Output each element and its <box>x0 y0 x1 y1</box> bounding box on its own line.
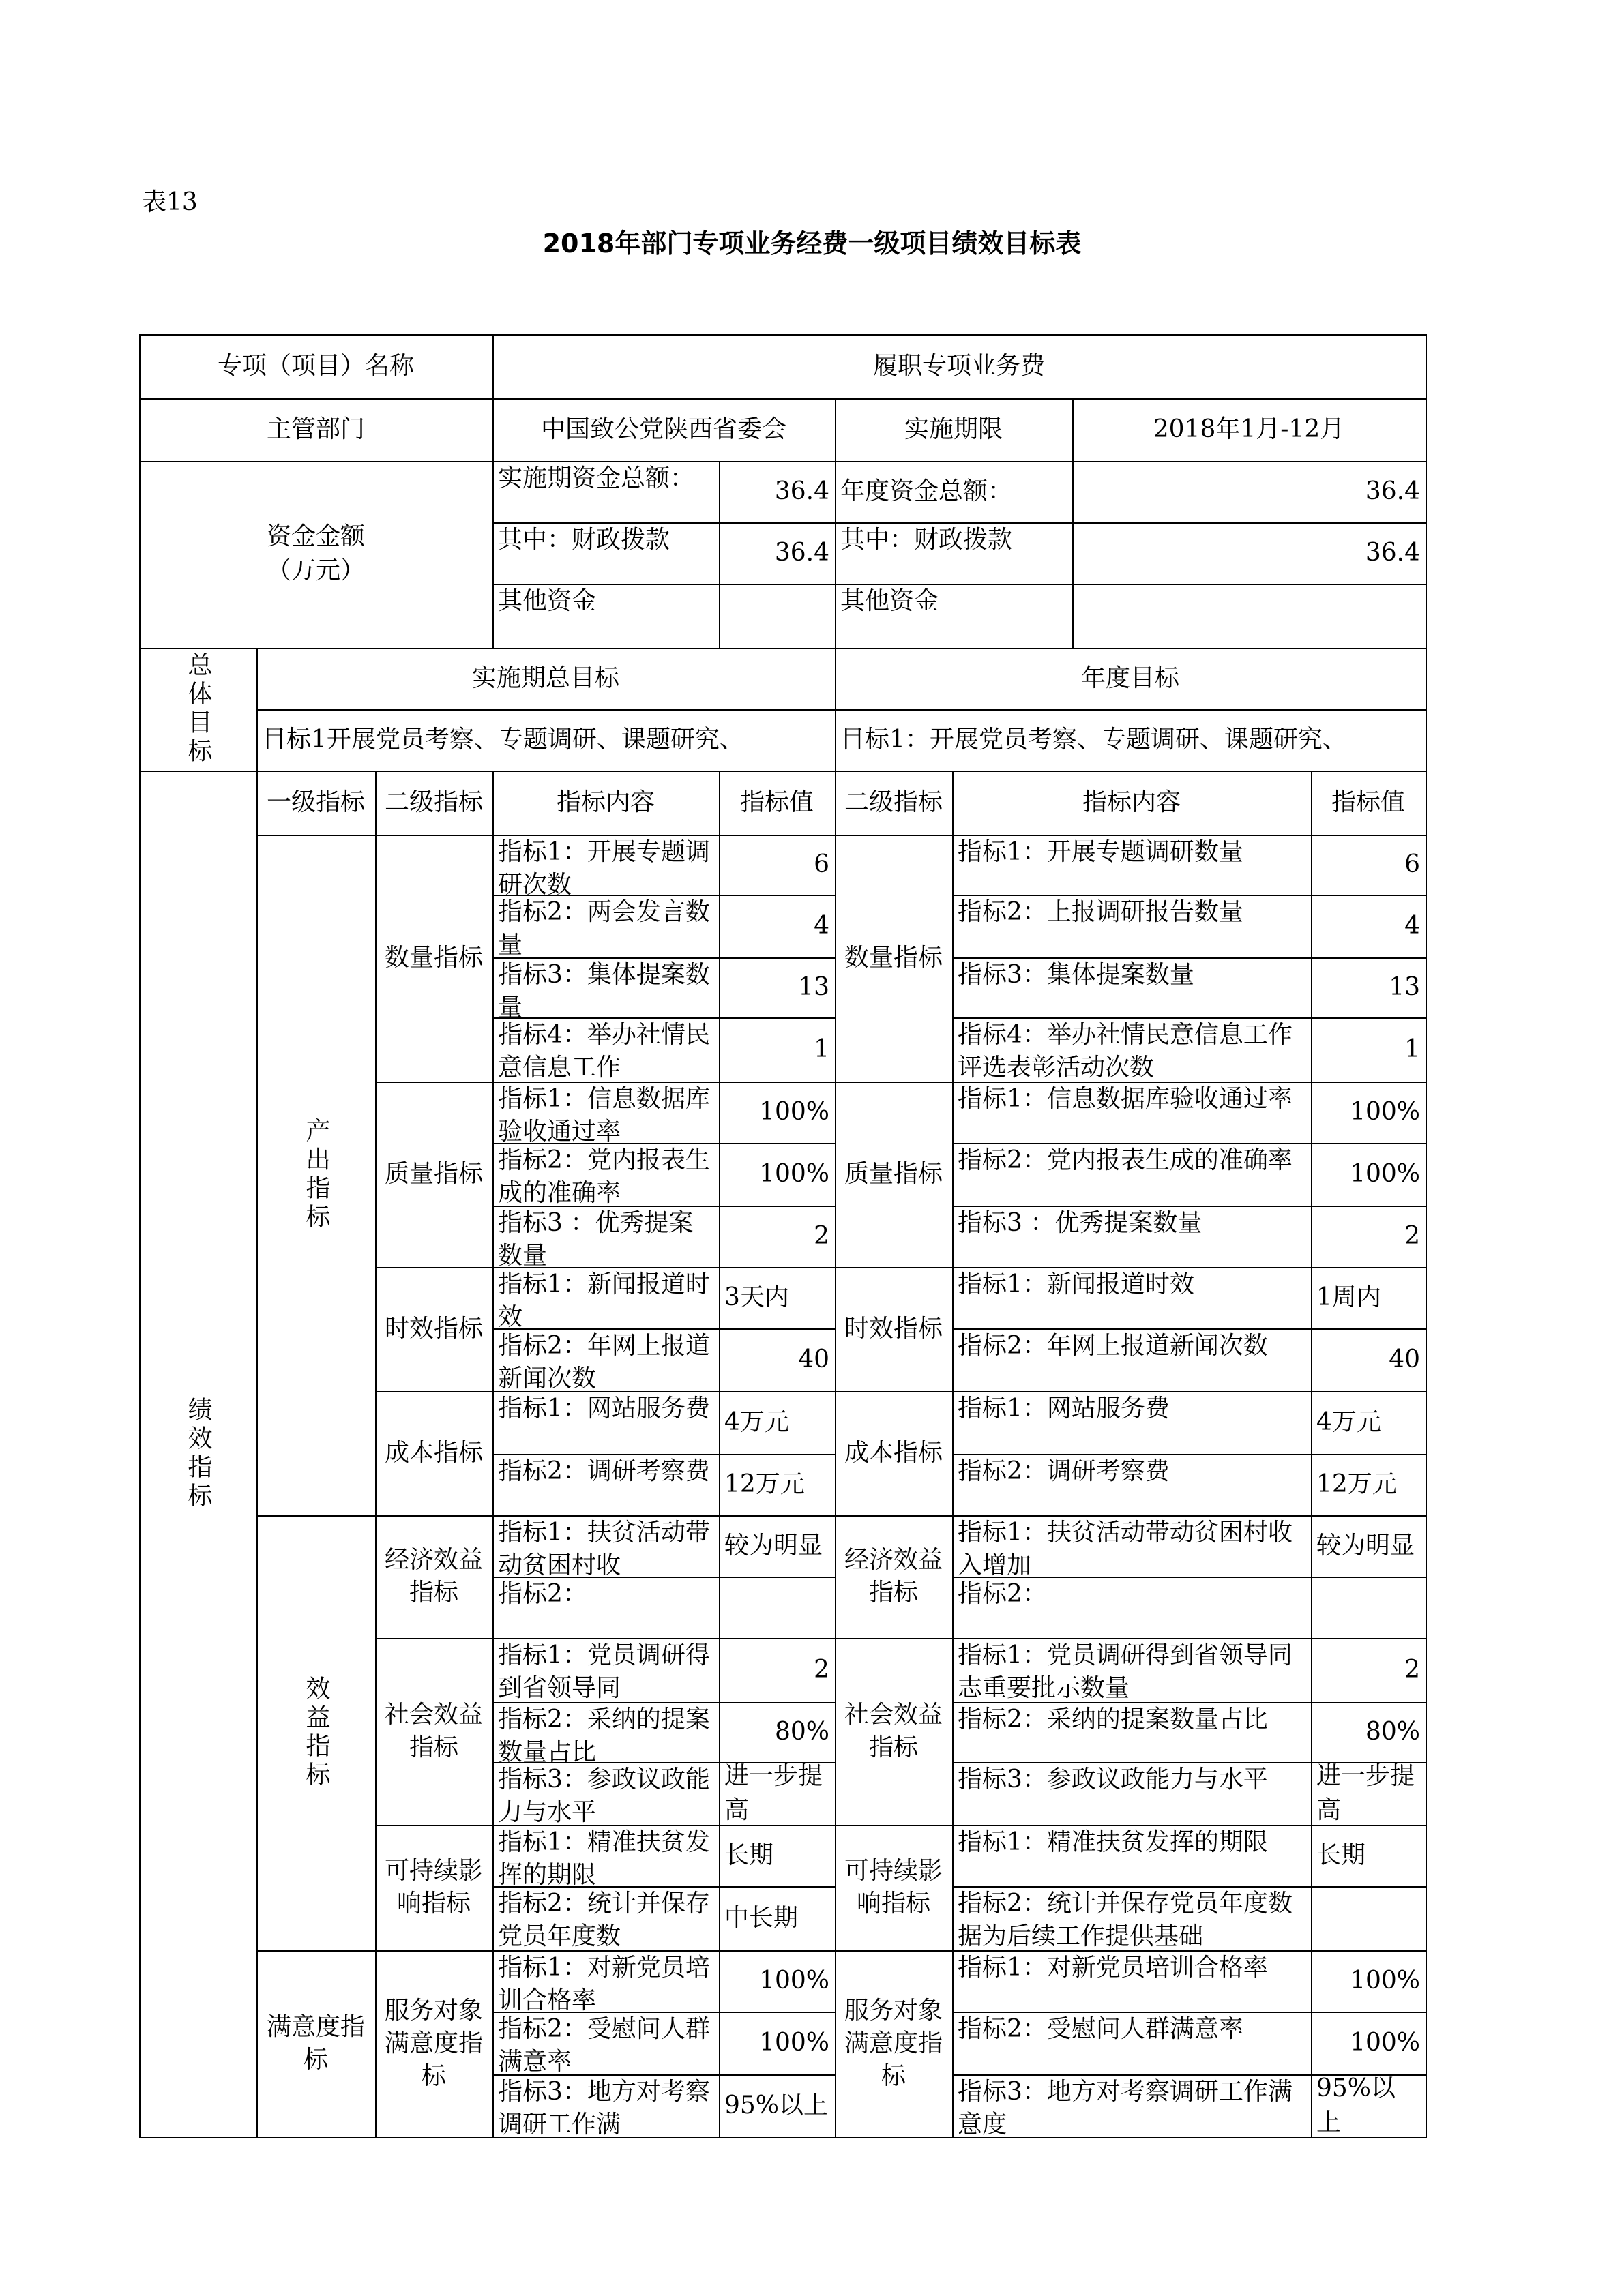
project-name-value: 履职专项业务费 <box>872 352 1045 380</box>
indicator-right: 指标2：采纳的提案数量占比 <box>958 1705 1268 1733</box>
indicator-left: 指标1：新闻报道时效 <box>498 1270 710 1328</box>
indicator-left: 指标2： <box>498 1580 587 1608</box>
indicator-right: 指标2：上报调研报告数量 <box>958 898 1243 926</box>
l2-label-right-2: 时效指标 <box>844 1315 943 1343</box>
indicator-value-left: 长期 <box>724 1841 774 1869</box>
year-total-value: 36.4 <box>1365 477 1420 505</box>
indicator-left: 指标2：党内报表生成的准确率 <box>498 1146 710 1206</box>
indicator-value-right: 95%以上 <box>1316 2074 1396 2136</box>
indicator-right: 指标2：统计并保存党员年度数据为后续工作提供基础 <box>958 1890 1293 1950</box>
total-label: 实施期资金总额： <box>498 464 695 492</box>
col-head-value-right: 指标值 <box>1331 788 1405 816</box>
indicator-value-right: 6 <box>1404 850 1420 878</box>
indicator-right: 指标2：党内报表生成的准确率 <box>958 1146 1293 1174</box>
indicator-value-left: 100% <box>759 1160 829 1188</box>
indicator-right: 指标3：参政议政能力与水平 <box>958 1765 1268 1793</box>
indicator-value-right: 12万元 <box>1316 1470 1397 1498</box>
col-head-l1: 一级指标 <box>266 788 365 816</box>
page-title: 2018年部门专项业务经费一级项目绩效目标表 <box>542 228 1082 258</box>
indicator-value-right: 1周内 <box>1316 1283 1381 1311</box>
year-fiscal-value: 36.4 <box>1365 539 1420 567</box>
col-head-content-right: 指标内容 <box>1082 788 1181 816</box>
indicator-left: 指标1：开展专题调研次数 <box>498 838 710 895</box>
l2-label-right-6: 可持续影响指标 <box>844 1857 943 1918</box>
indicator-left: 指标3：参政议政能力与水平 <box>498 1765 710 1825</box>
total-value: 36.4 <box>774 477 829 505</box>
indicator-value-left: 4万元 <box>724 1408 789 1436</box>
indicator-left: 指标3：地方对考察调研工作满 <box>498 2078 710 2137</box>
col-head-l2: 二级指标 <box>384 788 483 816</box>
indicator-value-right: 2 <box>1404 1656 1420 1684</box>
indicator-left: 指标2：调研考察费 <box>498 1457 710 1485</box>
indicator-value-left: 80% <box>774 1718 829 1746</box>
indicator-left: 指标4：举办社情民意信息工作 <box>498 1021 710 1082</box>
l2-label-left-2: 时效指标 <box>384 1315 483 1343</box>
col-head-value: 指标值 <box>739 788 814 816</box>
table-border <box>139 2137 1426 2138</box>
l1-satisfy: 满意度指标 <box>266 2013 365 2074</box>
other-label: 其他资金 <box>498 587 597 615</box>
indicator-right: 指标3：集体提案数量 <box>958 961 1194 989</box>
goal-year-text: 目标1：开展党员考察、专题调研、课题研究、 <box>840 726 1347 754</box>
l2-label-right-7: 服务对象满意度指标 <box>844 1997 943 2090</box>
indicator-right: 指标4：举办社情民意信息工作评选表彰活动次数 <box>958 1021 1293 1082</box>
indicator-value-left: 13 <box>798 973 829 1001</box>
indicator-right: 指标2：受慰问人群满意率 <box>958 2015 1243 2043</box>
table-border <box>1426 334 1427 2138</box>
l1-benefit: 效益指标 <box>302 1675 330 1790</box>
indicator-left: 指标1：精准扶贫发挥的期限 <box>498 1828 710 1886</box>
indicator-right: 指标1：网站服务费 <box>958 1395 1170 1422</box>
indicator-value-left: 95%以上 <box>724 2091 829 2119</box>
indicator-right: 指标1：精准扶贫发挥的期限 <box>958 1828 1268 1856</box>
indicator-value-right: 80% <box>1365 1718 1420 1746</box>
l2-label-left-1: 质量指标 <box>384 1160 483 1188</box>
goal-year-head: 年度目标 <box>1080 664 1179 692</box>
l2-label-right-4: 经济效益指标 <box>844 1546 943 1607</box>
indicator-value-right: 较为明显 <box>1316 1532 1415 1560</box>
l2-label-left-3: 成本指标 <box>384 1439 483 1467</box>
indicator-value-right: 4万元 <box>1316 1408 1381 1436</box>
goal-period-text: 目标1开展党员考察、专题调研、课题研究、 <box>262 726 744 754</box>
perf-side-label: 绩效指标 <box>184 1397 212 1511</box>
indicator-right: 指标3 ：优秀提案数量 <box>958 1209 1202 1237</box>
indicator-right: 指标1：新闻报道时效 <box>958 1270 1194 1298</box>
indicator-value-right: 2 <box>1404 1222 1420 1250</box>
indicator-value-left: 2 <box>814 1656 829 1684</box>
indicator-value-left: 2 <box>814 1222 829 1250</box>
indicator-value-right: 100% <box>1350 2029 1420 2057</box>
indicator-left: 指标2：受慰问人群满意率 <box>498 2015 710 2074</box>
indicator-value-right: 1 <box>1404 1035 1420 1063</box>
indicator-right: 指标1：对新党员培训合格率 <box>958 1954 1268 1982</box>
indicator-value-left: 较为明显 <box>724 1532 823 1560</box>
indicator-right: 指标2：调研考察费 <box>958 1457 1170 1485</box>
l2-label-left-5: 社会效益指标 <box>384 1701 483 1761</box>
indicator-value-right: 长期 <box>1316 1841 1366 1869</box>
year-fiscal-label: 其中：财政拨款 <box>840 526 1013 554</box>
indicator-value-right: 进一步提高 <box>1316 1762 1415 1824</box>
indicator-left: 指标1：信息数据库验收通过率 <box>498 1085 710 1143</box>
indicator-value-left: 中长期 <box>724 1904 799 1932</box>
table-label: 表13 <box>142 188 198 216</box>
indicator-right: 指标1：信息数据库验收通过率 <box>958 1085 1293 1113</box>
indicator-right: 指标1：扶贫活动带动贫困村收入增加 <box>958 1519 1293 1577</box>
indicator-value-right <box>1311 1577 1426 1638</box>
indicator-value-left: 6 <box>814 850 829 878</box>
indicator-value-left: 100% <box>759 2029 829 2057</box>
period-label: 实施期限 <box>904 415 1003 443</box>
indicator-left: 指标2：统计并保存党员年度数 <box>498 1890 710 1950</box>
indicator-left: 指标2：两会发言数量 <box>498 898 710 957</box>
l2-label-left-0: 数量指标 <box>384 944 483 972</box>
fiscal-value: 36.4 <box>774 539 829 567</box>
indicator-left: 指标1：对新党员培训合格率 <box>498 1954 710 2012</box>
indicator-right: 指标2： <box>958 1580 1047 1608</box>
year-total-label: 年度资金总额： <box>840 477 1013 505</box>
indicator-value-left: 12万元 <box>724 1470 805 1498</box>
dept-label: 主管部门 <box>266 415 365 443</box>
indicator-value-left: 3天内 <box>724 1283 789 1311</box>
indicator-value-left: 100% <box>759 1967 829 1995</box>
indicator-left: 指标1：党员调研得到省领导同 <box>498 1641 710 1702</box>
l2-label-right-5: 社会效益指标 <box>844 1701 943 1761</box>
indicator-left: 指标2：年网上报道新闻次数 <box>498 1332 710 1391</box>
indicator-value-right: 100% <box>1350 1098 1420 1126</box>
indicator-right: 指标2：年网上报道新闻次数 <box>958 1332 1268 1360</box>
indicator-value-left: 40 <box>798 1345 829 1373</box>
dept-value: 中国致公党陕西省委会 <box>540 415 786 443</box>
indicator-value-left <box>719 1577 835 1638</box>
l2-label-right-3: 成本指标 <box>844 1439 943 1467</box>
indicator-right: 指标3：地方对考察调研工作满意度 <box>958 2078 1293 2137</box>
indicator-value-left: 4 <box>814 912 829 940</box>
goal-side-label: 总体目标 <box>184 652 212 766</box>
l1-output: 产出指标 <box>302 1118 330 1232</box>
indicator-left: 指标1：网站服务费 <box>498 1395 710 1422</box>
indicator-value-right: 13 <box>1389 973 1420 1001</box>
l2-label-right-0: 数量指标 <box>844 944 943 972</box>
indicator-value-right: 4 <box>1404 912 1420 940</box>
col-head-content: 指标内容 <box>556 788 655 816</box>
fund-label: 资金金额 （万元） <box>266 522 365 584</box>
period-value: 2018年1月-12月 <box>1153 415 1345 443</box>
indicator-right: 指标1：开展专题调研数量 <box>958 838 1243 866</box>
indicator-value-right <box>1311 1886 1426 1950</box>
indicator-value-left: 进一步提高 <box>724 1762 823 1824</box>
project-name-label: 专项（项目）名称 <box>217 352 414 380</box>
indicator-left: 指标2：采纳的提案数量占比 <box>498 1705 710 1762</box>
l2-label-left-6: 可持续影响指标 <box>384 1857 483 1918</box>
indicator-value-right: 100% <box>1350 1967 1420 1995</box>
l2-label-left-4: 经济效益指标 <box>384 1546 483 1607</box>
l2-label-left-7: 服务对象满意度指标 <box>384 1997 483 2090</box>
col-head-l2-right: 二级指标 <box>844 788 943 816</box>
goal-period-head: 实施期总目标 <box>471 664 619 692</box>
indicator-value-left: 1 <box>814 1035 829 1063</box>
l2-label-right-1: 质量指标 <box>844 1160 943 1188</box>
indicator-value-right: 40 <box>1389 1345 1420 1373</box>
fiscal-label: 其中：财政拨款 <box>498 526 670 554</box>
indicator-left: 指标3 ：优秀提案数量 <box>498 1209 694 1267</box>
indicator-value-right: 100% <box>1350 1160 1420 1188</box>
indicator-left: 指标1：扶贫活动带动贫困村收 <box>498 1519 710 1577</box>
indicator-value-left: 100% <box>759 1098 829 1126</box>
indicator-right: 指标1：党员调研得到省领导同志重要批示数量 <box>958 1641 1293 1702</box>
year-other-label: 其他资金 <box>840 587 939 615</box>
indicator-left: 指标3：集体提案数量 <box>498 961 710 1017</box>
